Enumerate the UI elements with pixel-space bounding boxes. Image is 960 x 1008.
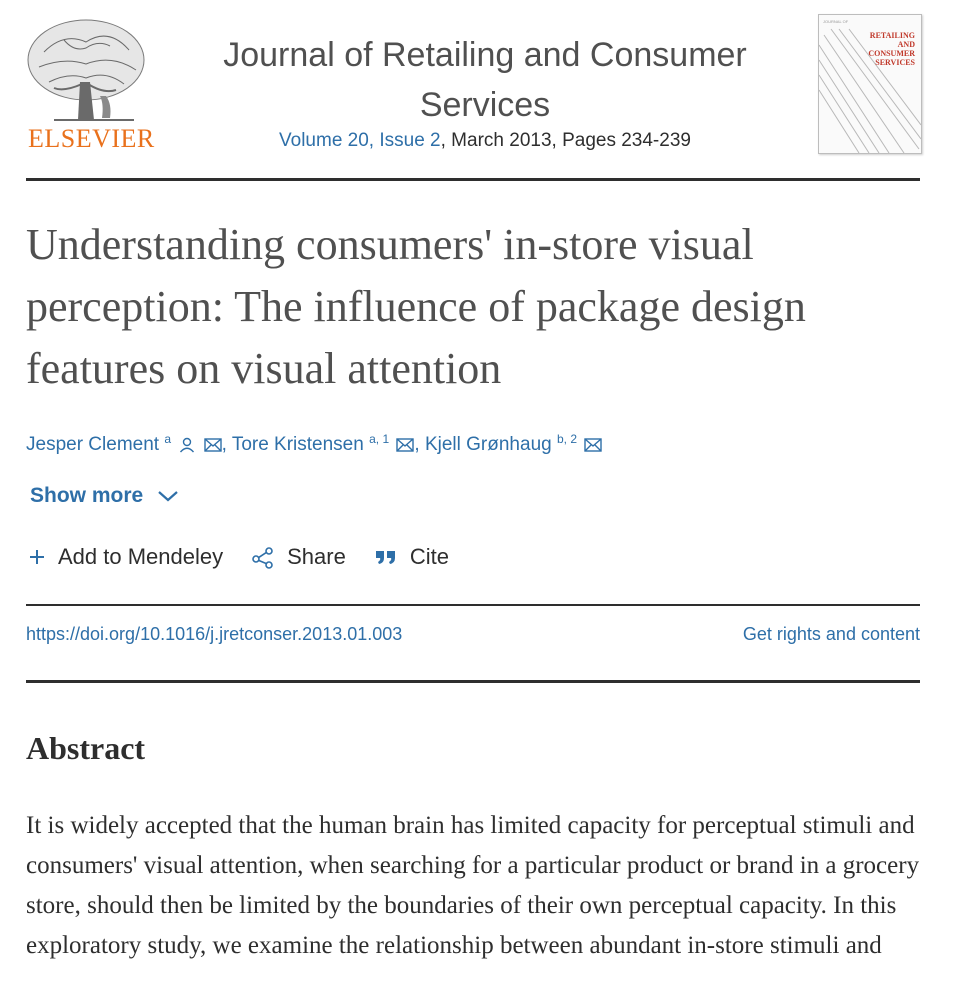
actions-divider	[26, 604, 920, 606]
journal-title-link[interactable]	[200, 30, 770, 130]
journal-cover-thumbnail[interactable]	[818, 14, 922, 154]
journal-header	[0, 0, 960, 180]
plus-icon	[28, 548, 46, 566]
cover-title: RETAILING AND CONSUMER SERVICES	[868, 31, 915, 67]
abstract-heading: Abstract	[26, 730, 146, 766]
author-name-3[interactable]: Kjell Grønhaug	[424, 434, 552, 455]
author-link-1[interactable]	[26, 434, 171, 455]
envelope-icon[interactable]	[396, 438, 414, 452]
cite-button[interactable]	[374, 544, 449, 570]
author-name-1[interactable]: Jesper Clement	[26, 434, 160, 455]
cite-label: Cite	[409, 544, 449, 569]
volume-issue-link[interactable]: Volume 20, Issue 2	[279, 130, 441, 151]
journal-issue-info	[200, 130, 770, 152]
person-icon[interactable]	[178, 436, 196, 454]
author-separator: ,	[414, 434, 425, 455]
doi-divider	[26, 680, 920, 683]
share-icon	[251, 545, 275, 569]
cover-small-text: JOURNAL OF	[823, 19, 849, 24]
chevron-down-icon	[157, 489, 179, 503]
author-affiliation-1: a	[164, 432, 172, 446]
author-affiliation-3: b, 2	[556, 432, 577, 446]
doi-link[interactable]: https://doi.org/10.1016/j.jretconser.2013.01.003	[26, 624, 403, 644]
header-divider	[26, 178, 920, 181]
quote-icon	[374, 548, 398, 566]
author-link-3[interactable]	[425, 434, 577, 455]
add-to-mendeley-button[interactable]	[28, 544, 223, 570]
show-more-label: Show more	[30, 484, 144, 507]
author-link-2[interactable]	[232, 434, 389, 455]
author-list	[26, 432, 602, 456]
article-title: Understanding consumers' in-store visual perception: The influence of package design features on visual attention	[26, 220, 806, 393]
envelope-icon[interactable]	[204, 438, 222, 452]
envelope-icon[interactable]	[584, 438, 602, 452]
date-pages: , March 2013, Pages 234-239	[440, 130, 691, 151]
share-button[interactable]	[251, 544, 346, 570]
elsevier-wordmark: ELSEVIER	[28, 124, 155, 153]
author-affiliation-2: a, 1	[369, 432, 390, 446]
abstract-text: It is widely accepted that the human brain has limited capacity for perceptual stimuli and consumers' visual attention, when searching for a particular product or brand in a grocery store, should then be limited by the boundaries of their own perceptual capacity. In this exploratory study, we examine the relationship between abundant in-store stimuli and	[26, 812, 920, 959]
article-actions	[28, 544, 477, 570]
author-name-2[interactable]: Tore Kristensen	[231, 434, 364, 455]
rights-link[interactable]: Get rights and content	[742, 624, 920, 644]
author-separator: ,	[221, 434, 232, 455]
journal-title[interactable]: Journal of Retailing and Consumer Services	[223, 36, 747, 124]
share-label: Share	[287, 544, 346, 569]
mendeley-label: Add to Mendeley	[58, 544, 224, 569]
show-more-button[interactable]	[30, 484, 179, 508]
